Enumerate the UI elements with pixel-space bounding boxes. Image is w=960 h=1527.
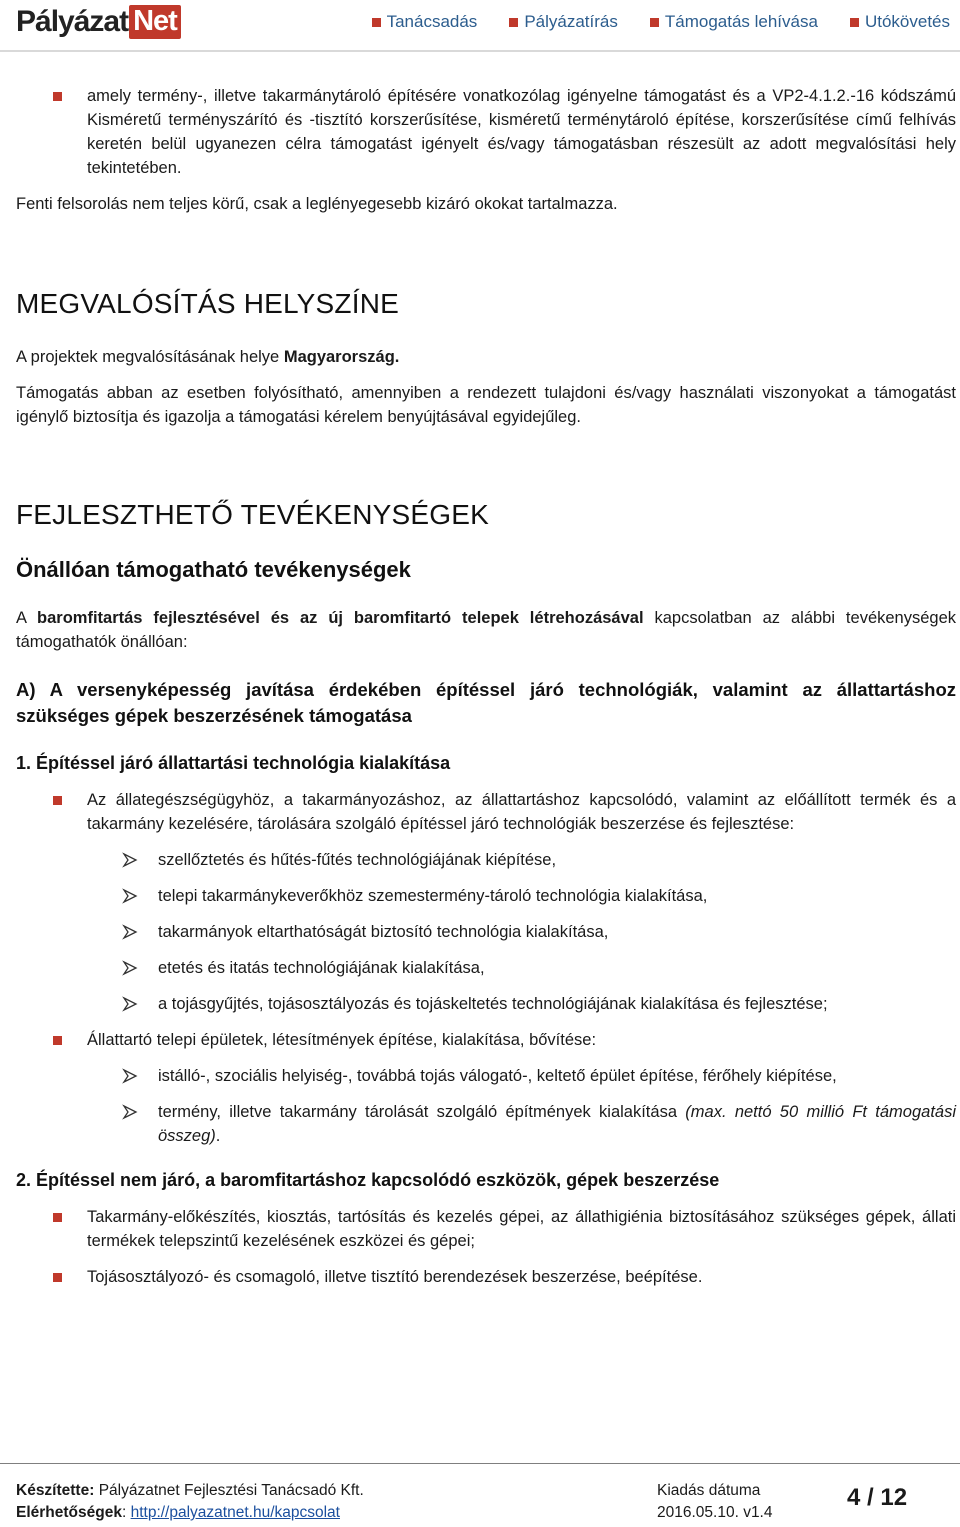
arrow-bullet-icon [122,852,138,868]
square-bullet-icon [53,796,62,805]
arrow-list-item [16,956,956,980]
arrow-bullet-icon [122,888,138,904]
bullet-text: Állattartó telepi épületek, létesítmények építése, kialakítása, bővítése: [87,1031,597,1049]
arrow-text: takarmányok eltarthatóságát biztosító technológia kialakítása, [158,923,609,941]
list-item [16,84,956,180]
footer-contact [16,1502,364,1524]
location-text: A projektek megvalósításának helye [16,348,284,366]
arrow-list-item [16,1100,956,1148]
footer-date [657,1480,773,1524]
square-bullet-icon [372,18,381,27]
arrow-bullet-icon [122,924,138,940]
page-number: 4 / 12 [847,1484,908,1511]
list-item [16,1205,956,1253]
arrow-text: telepi takarmánykeverőkhöz szemestermény-tároló technológia kialakítása, [158,887,708,905]
arrow-bullet-icon [122,960,138,976]
square-bullet-icon [53,1213,62,1222]
sub2-title: 2. Építéssel nem járó, a baromfitartáshoz kapcsolódó eszközök, gépek beszerzése [16,1170,720,1190]
arrow-text: termény, illetve takarmány tárolását szolgáló építmények kialakítása [158,1103,686,1121]
contact-sep: : [121,1504,131,1521]
made-label: Készítette: [16,1482,95,1499]
location-paragraph [16,345,956,369]
logo-text: Pályázat [16,5,129,38]
arrow-bullet-icon [122,1068,138,1084]
support-paragraph: Támogatás abban az esetben folyósítható, amennyiben a rendezett tulajdoni és/vagy használati viszonyokat a támogatást igénylő biztosítja és igazolja a támogatási kérelem benyújtásával egyidejűleg. [16,384,956,426]
square-bullet-icon [53,1273,62,1282]
footer-made-by [16,1480,364,1502]
location-country: Magyarország. [283,348,400,366]
section-a-title: A) A versenyképesség javítása érdekében építéssel járó technológiák, valamint az állattartáshoz szükséges gépek beszerzésének támogatása [16,679,956,726]
square-bullet-icon [53,92,62,101]
bullet-text: Tojásosztályozó- és csomagoló, illetve tisztító berendezések beszerzése, beépítése. [87,1268,703,1286]
section-title-location: MEGVALÓSÍTÁS HELYSZÍNE [16,288,400,319]
section-title-activities: FEJLESZTHETŐ TEVÉKENYSÉGEK [16,499,490,530]
footer-left [16,1480,364,1524]
note-paragraph: Fenti felsorolás nem teljes körű, csak a leglényegesebb kizáró okokat tartalmazza. [16,195,618,213]
contact-label: Elérhetőségek [16,1504,122,1521]
nav-label: Tanácsadás [386,12,478,31]
page-header [0,0,960,52]
arrow-list-item [16,1064,956,1088]
arrow-bullet-icon [122,1104,138,1120]
arrow-text: szellőztetés és hűtés-fűtés technológiájának kiépítése, [158,851,557,869]
arrow-list-item [16,920,956,944]
nav-item-tanacsadas[interactable] [372,12,478,32]
nav-label: Utókövetés [864,12,950,31]
nav-label: Pályázatírás [524,12,618,31]
arrow-list-item [16,992,956,1016]
subsection-title-independent: Önállóan támogatható tevékenységek [16,557,411,582]
arrow-list-item [16,884,956,908]
list-item [16,788,956,836]
header-nav [372,12,950,32]
nav-item-tamogatas-lehivasa[interactable] [650,12,818,32]
arrow-text-end: . [215,1127,221,1145]
square-bullet-icon [53,1036,62,1045]
nav-item-utokovetes[interactable] [850,12,950,32]
arrow-text: a tojásgyűjtés, tojásosztályozás és tojáskeltetés technológiájának kialakítása és fejlesztése; [158,995,828,1013]
nav-item-palyazatiras[interactable] [509,12,618,32]
arrow-text: istálló-, szociális helyiség-, továbbá tojás válogató-, keltető épület építése, férőhely kiépítése, [158,1067,837,1085]
square-bullet-icon [850,18,859,27]
bullet-text: Az állategészségügyhöz, a takarmányozáshoz, az állattartáshoz kapcsolódó, valamint az előállított termék és a takarmány kezelésére, tárolására szolgáló építéssel járó technológiák beszerzése és fejlesztése: [87,791,956,833]
intro-paragraph [16,606,956,654]
square-bullet-icon [509,18,518,27]
document-body [16,84,956,1289]
date-value: 2016.05.10. v1.4 [657,1504,773,1521]
arrow-bullet-icon [122,996,138,1012]
date-label: Kiadás dátuma [657,1482,761,1499]
bullet-text: Takarmány-előkészítés, kiosztás, tartósítás és kezelés gépei, az állathigiénia biztosításához szükséges gépek, állati termékek telepszintű kezelésének eszközei és gépei; [87,1208,956,1250]
palyazatnet-logo[interactable] [16,2,181,42]
bullet-text: amely termény-, illetve takarmánytároló építésére vonatkozólag igényelne támogatást és a VP2-4.1.2.-16 kódszámú Kisméretű terményszárító és -tisztító korszerűsítése, kisméretű terménytároló építése, korszerűsítése című felhívás keretén belül ugyanezen célra támogatást igényelt és/vagy támogatásban részesült az adott megvalósítási hely tekintetében. [87,87,956,177]
arrow-text-italic: (max. nettó 50 millió Ft támogatási összeg) [158,1103,956,1145]
intro-text: A [16,609,38,627]
nav-label: Támogatás lehívása [664,12,818,31]
list-item [16,1265,956,1289]
arrow-text: etetés és itatás technológiájának kialakítása, [158,959,485,977]
intro-bold: baromfitartás fejlesztésével és az új baromfitartó telepek létrehozásával [37,609,644,627]
contact-link[interactable]: http://palyazatnet.hu/kapcsolat [130,1504,340,1521]
sub1-title: 1. Építéssel járó állattartási technológia kialakítása [16,753,451,773]
arrow-list-item [16,848,956,872]
made-value: Pályázatnet Fejlesztési Tanácsadó Kft. [94,1482,364,1499]
logo-net-box: Net [129,5,181,39]
square-bullet-icon [650,18,659,27]
list-item [16,1028,956,1052]
page-footer [0,1463,960,1527]
intro-rest: kapcsolatban az alábbi tevékenységek támogathatók önállóan: [16,609,957,651]
